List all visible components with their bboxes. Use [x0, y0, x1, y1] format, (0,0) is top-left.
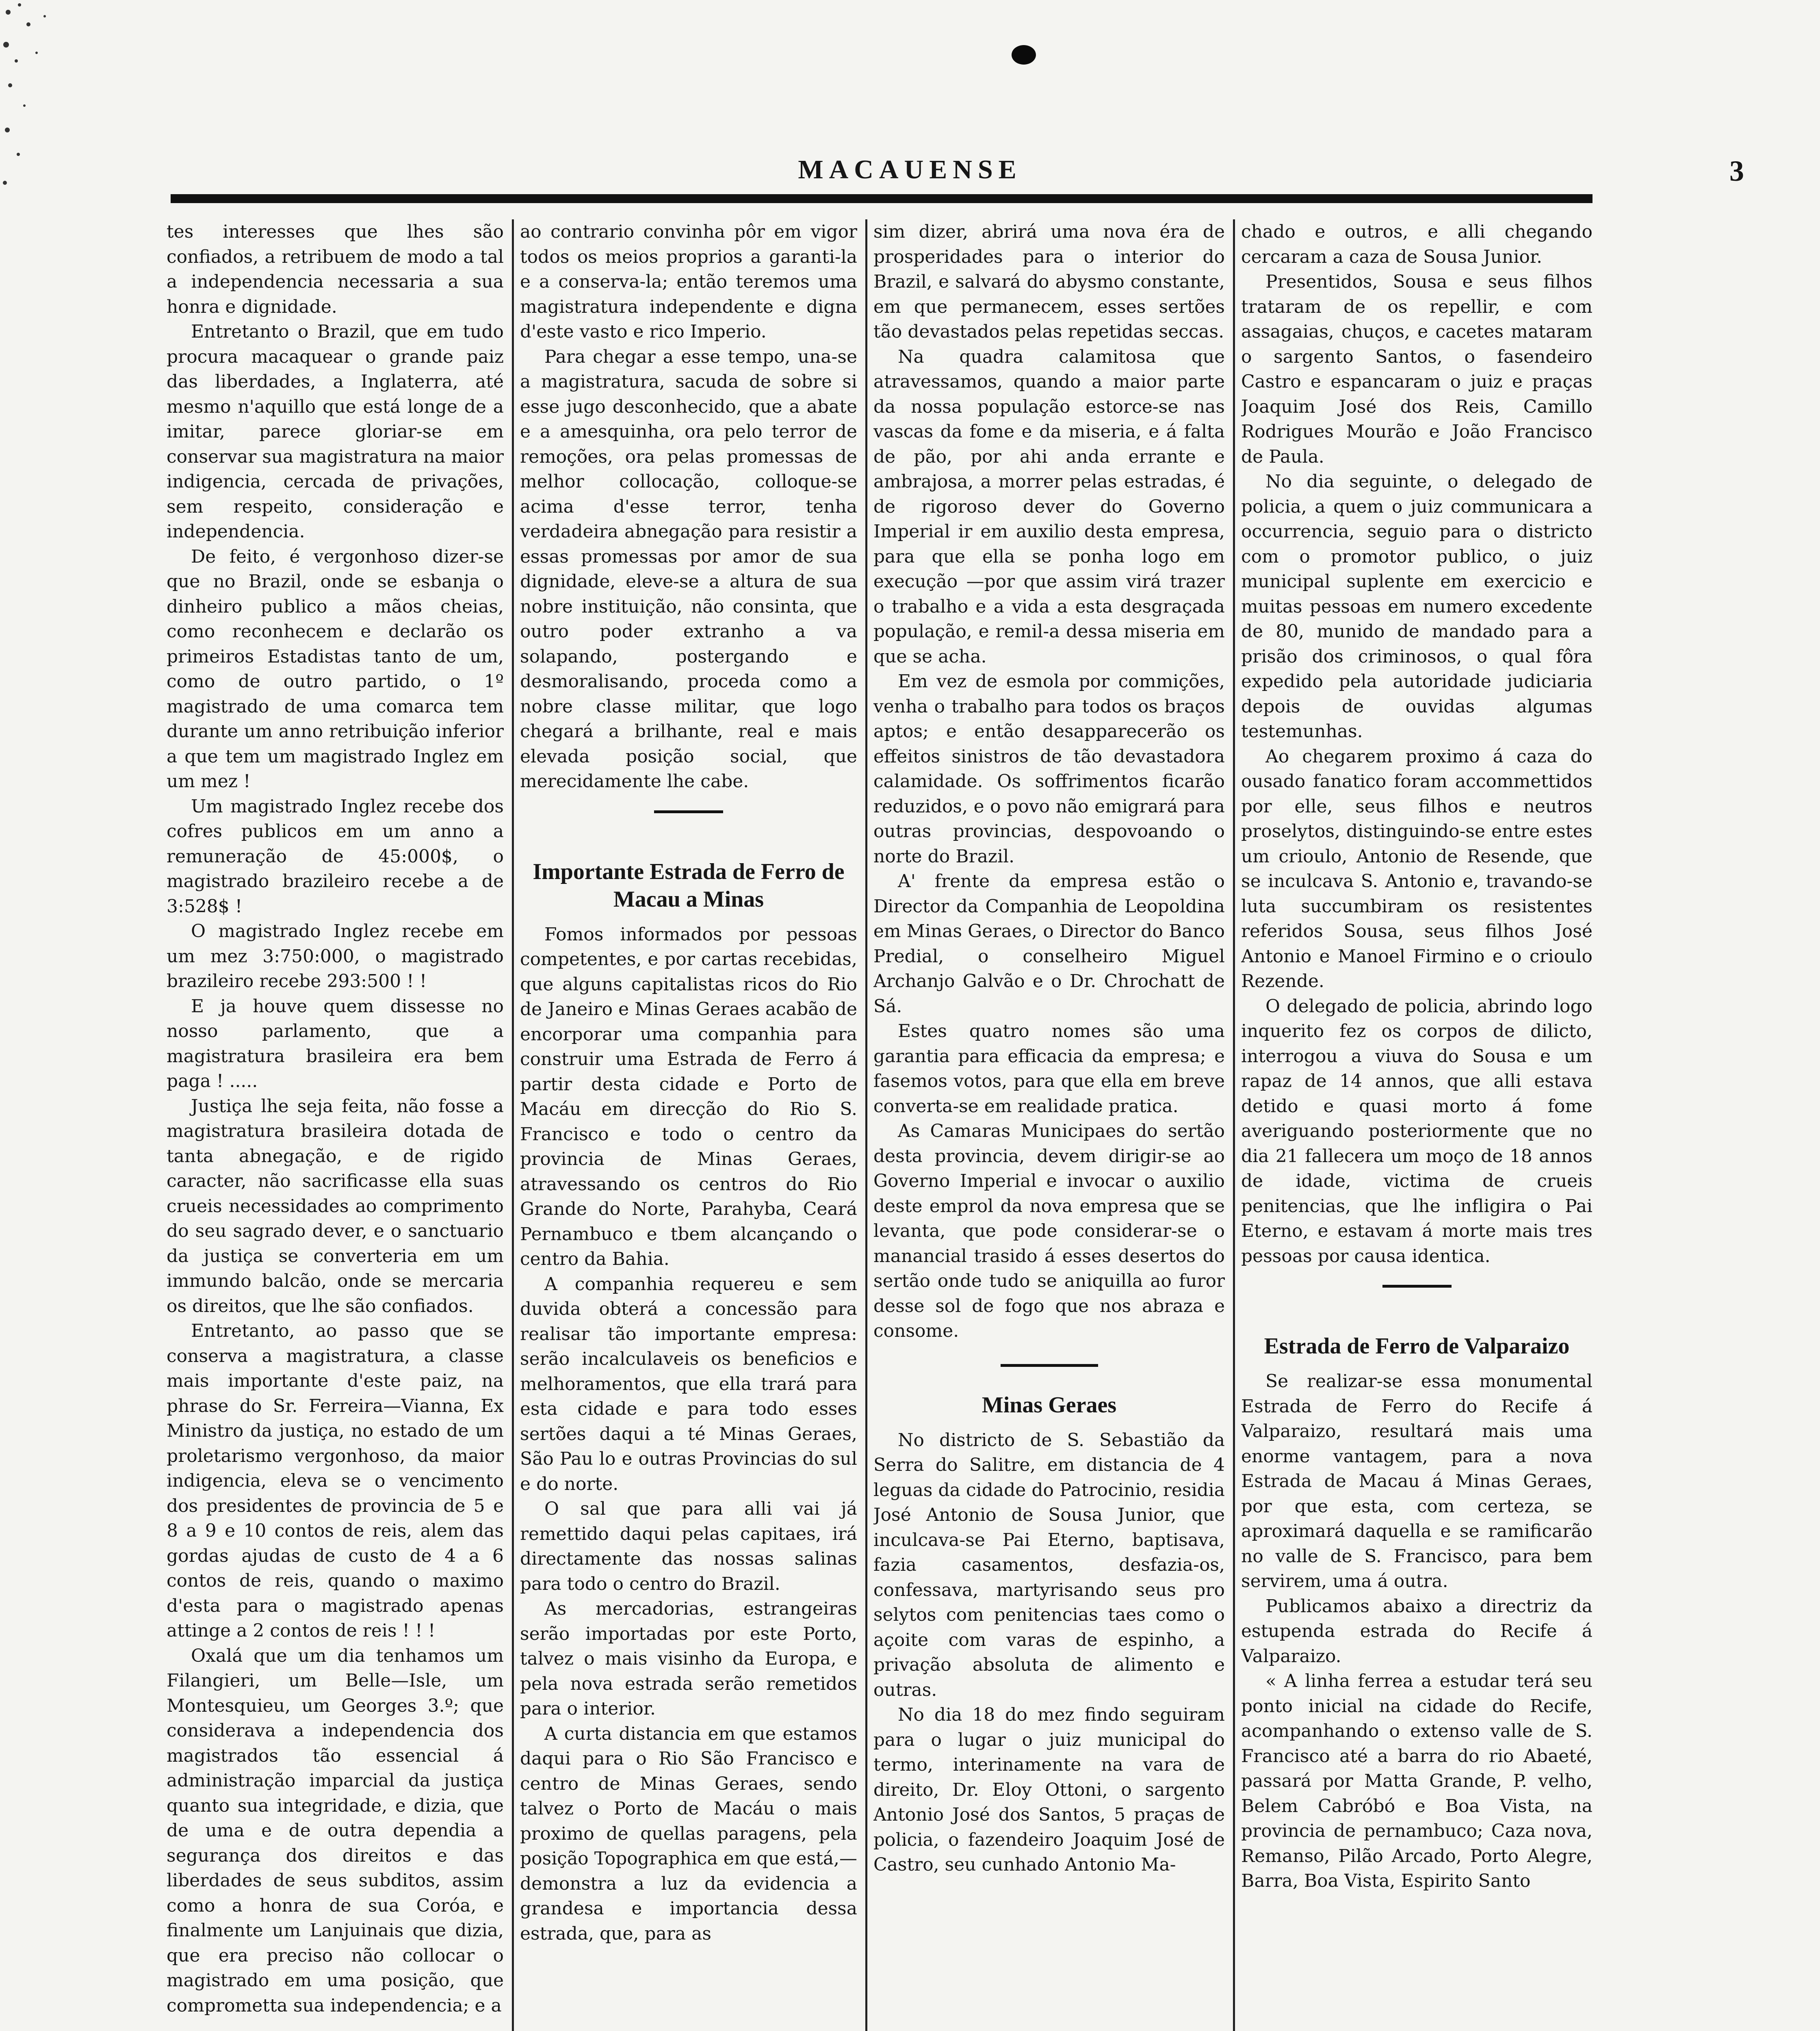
column-divider: [865, 219, 867, 2031]
newspaper-title: MACAUENSE: [798, 155, 1022, 184]
section-rule: [1001, 1364, 1098, 1367]
paragraph: Na quadra calamitosa que atravessamos, quando a maior parte da nossa população estorce-se nas vascas da fome e da miseria, e á falta de pão, por ahi anda errante e ambrajosa, a morrer pelas estradas, é de rigoroso dever do Governo Imperial ir em auxilio desta empresa, para que ella se ponha logo em execução —por que assim virá trazer o trabalho e a vida a esta desgraçada população, e remil-a dessa miseria em que se acha.: [873, 346, 1225, 667]
paragraph: Oxalá que um dia tenhamos um Filangieri, um Belle—Isle, um Montesquieu, um Georges 3.º; que considerava a independencia dos magistrados tão essencial á administração imparcial da justiça quanto sua integridade, e dizia, que de uma e de outra dependia a segurança dos direitos e das liberdades de seus subditos, assim como a honra de sua Coróa, e finalmente um Lanjuinais que dizia, que era preciso não collocar o magistrado em uma posição, que compromettа sua independencia; e a: [167, 1645, 504, 2016]
paragraph: O magistrado Inglez recebe em um mez 3:750:000, o magistrado brazileiro recebe 293:500 ! !: [167, 921, 504, 992]
paragraph: No dia seguinte, o delegado de policia, a quem o juiz communicara a occurrencia, seguio para o districto com o promotor publico, o juiz municipal suplente em exercicio e muitas pessoas em numero excedente de 80, munido de mandado para a prisão dos criminosos, o qual fôra expedido pela autoridade judiciaria depois de ouvidas algumas testemunhas.: [1241, 471, 1592, 742]
paragraph: Ao chegarem proximo á caza do ousado fanatico foram accommettidos por elle, seus filhos e neutros proselytos, distinguindo-se entre estes um crioulo, Antonio de Resende, que se inculcava S. Antonio e, travando-se luta succumbiram os resistentes referidos Sousa, seus filhos José Antonio e Manoel Firmino e o crioulo Rezende.: [1241, 746, 1592, 992]
column-3: [873, 219, 1225, 2031]
column-2: [520, 219, 857, 2031]
paragraph: Publicamos abaixo a directriz da estupenda estrada do Recife á Valparaizo.: [1241, 1596, 1592, 1667]
paragraph: O delegado de policia, abrindo logo inquerito fez os corpos de dilicto, interrogou a viuva do Sousa e um rapaz de 14 annos, que alli estava detido e quasi morto á fome averiguando posteriormente que no dia 21 fallecera um moço de 18 annos de idade, victima de crueis penitencias, que lhe infligira o Pai Eterno, e estavam á morte mais tres pessoas por causa identica.: [1241, 996, 1592, 1267]
paragraph: Fomos informados por pessoas competentes, e por cartas recebidas, que alguns capitalistas ricos do Rio de Janeiro e Minas Geraes acabão de encorporar uma companhia para construir uma Estrada de Ferro á partir desta cidade e Porto de Macáu em direcção do Rio S. Francisco e todo o centro da provincia de Minas Geraes, atravessando os centros do Rio Grande do Norte, Parahyba, Ceará Pernambuco e tbem alcançando o centro da Bahia.: [520, 924, 857, 1269]
paragraph: As Camaras Municipaes do sertão desta provincia, devem dirigir-se ao Governo Imperial e invocar o auxilio deste emprol da nova empresa que se levanta, que pode considerar-se o manancial trasido á esses desertos do sertão onde tudo se aniquilla ao furor desse sol de fogo que nos abraza e consome.: [873, 1121, 1225, 1341]
ink-blot: [1008, 41, 1040, 69]
paragraph: Entretanto o Brazil, que em tudo procura macaquear o grande paiz das liberdades, a Inglaterra, até mesmo n'aquillo que está longe de a imitar, parece gloriar-se em conservar sua magistratura na maior indigencia, cercada de privações, sem respeito, consideração e independencia.: [167, 321, 504, 542]
column-divider: [1233, 219, 1235, 2031]
article-heading: Estrada de Ferro de Valparaizo: [1264, 1334, 1570, 1359]
paragraph: De feito, é vergonhoso dizer-se que no Brazil, onde se esbanja o dinheiro publico a mãos cheias, como reconhecem e declarão os primeiros Estadistas tanto de um, como de outro partido, o 1º magistrado de uma comarca tem durante um anno retribuição inferior a que tem um magistrado Inglez em um mez !: [167, 546, 504, 792]
paragraph: A companhia requereu e sem duvida obterá a concessão para realisar tão importante empresa: serão incalculaveis os beneficios e melhoramentos, que ella trará para esta cidade e para todo esses sertões daqui a té Minas Geraes, São Pau lo e outras Provincias do sul e do norte.: [520, 1273, 857, 1494]
scan-noise-top-left: [0, 0, 89, 211]
paragraph: Estes quatro nomes são uma garantia para efficacia da empresa; e fasemos votos, para que ella em breve converta-se em realidade pratica.: [873, 1021, 1225, 1117]
paragraph: E ja houve quem dissesse no nosso parlamento, que a magistratura brasileira era bem paga ! .....: [167, 996, 504, 1091]
paragraph: « A linha ferrea a estudar terá seu ponto inicial na cidade do Recife, acompanhando o extenso valle de S. Francisco até a barra do rio Abaeté, passará por Matta Grande, P. velho, Belem Cabróbó e Boa Vista, na provincia de pernambuco; Caza nova, Remanso, Pilão Arcado, Porto Alegre, Barra, Boa Vista, Espirito Santo: [1241, 1671, 1592, 1891]
paragraph: O sal que para alli vai já remettido daqui pelas capitaes, irá directamente das nossas salinas para todo o centro do Brazil.: [520, 1498, 857, 1594]
article-heading: Importante Estrada de Ferro de Macau a Minas: [533, 859, 845, 912]
paragraph: No dia 18 do mez findo seguiram para o lugar o juiz municipal do termo, interinamente na vara de direito, Dr. Eloy Ottoni, o sargento Antonio José dos Santos, 5 praças de policia, o fazendeiro Joaquim José de Castro, seu cunhado Antonio Ma-: [873, 1704, 1225, 1875]
paragraph: ao contrario convinha pôr em vigor todos os meios proprios a garanti-la e a conserva-la; então teremos uma magistratura independente e digna d'este vasto e rico Imperio.: [520, 221, 857, 342]
paragraph: Justiça lhe seja feita, não fosse a magistratura brasileira dotada de tanta abnegação, e de rigido caracter, não sacrificasse ella suas crueis necessidades ao comprimento do seu sagrado dever, e o sanctuario da justiça se converteria em um immundo balcão, onde se mercaria os direitos, que lhe são confiados.: [167, 1096, 504, 1316]
paragraph: Presentidos, Sousa e seus filhos trataram de os repellir, e com assagaias, chuços, e cacetes mataram o sargento Santos, o fasendeiro Castro e espancaram o juiz e praças Joaquim José dos Reis, Camillo Rodrigues Mourão e João Francisco de Paula.: [1241, 271, 1592, 467]
paragraph: No districto de S. Sebastião da Serra do Salitre, em distancia de 4 leguas da cidade do Patrocinio, residia José Antonio de Sousa Junior, que inculcava-se Pai Eterno, baptisava, fazia casamentos, desfazia-os, confessava, martyrisando seus pro selytos com penitencias taes como o açoite com varas de espinho, a privação absoluta de alimento e outras.: [873, 1429, 1225, 1700]
paragraph: chado e outros, e alli chegando cercaram a caza de Sousa Junior.: [1241, 221, 1592, 267]
column-divider: [512, 219, 514, 2031]
paragraph: Em vez de esmola por commições, venha o trabalho para todos os braços aptos; e então desapparecerão os effeitos sinistros de tão devastadora calamidade. Os soffrimentos ficarão reduzidos, e o povo não emigrará para outras provincias, despovoando o norte do Brazil.: [873, 671, 1225, 867]
section-rule: [654, 810, 723, 813]
column-1: [167, 219, 504, 2031]
column-4: [1241, 219, 1592, 2031]
section-rule: [1382, 1285, 1452, 1288]
paragraph: sim dizer, abrirá uma nova éra de prosperidades para o interior do Brazil, e salvará do abysmo constante, em que permanecem, esses sertões tão devastados pelas repetidas seccas.: [873, 221, 1225, 342]
paragraph: Entretanto, ao passo que se conserva a magistratura, a classe mais importante d'este paiz, na phrase do Sr. Ferreira—Vianna, Ex Ministro da justiça, no estado de um proletarismo vergonhoso, da maior indigencia, eleva se o vencimento dos presidentes de provincia de 5 e 8 a 9 e 10 contos de reis, alem das gordas ajudas de custo de 4 a 6 contos de reis, quando o maximo d'esta para o magistrado apenas attinge a 2 contos de reis ! ! !: [167, 1321, 504, 1641]
article-heading: Minas Geraes: [982, 1392, 1117, 1418]
paragraph: Para chegar a esse tempo, una-se a magistratura, sacuda de sobre si esse jugo desconhecido, que a abate e a amesquinha, ora pelo terror de remoções, ora pelas promessas de melhor collocação, colloque-se acima d'esse terror, tenha verdadeira abnegação para resistir a essas promessas por amor de sua dignidade, eleve-se a altura de sua nobre instituição, não consinta, que outro poder extranho a va solapando, postergando e desmoralisando, proceda como a nobre classe militar, que logo chegará a brilhante, real e mais elevada posição social, que merecidamente lhe cabe.: [520, 346, 857, 792]
header-rule: [171, 194, 1592, 203]
paragraph: As mercadorias, estrangeiras serão importadas por este Porto, talvez o mais visinho da Europa, e pela nova estrada serão remetidos para o interior.: [520, 1598, 857, 1719]
paragraph: A curta distancia em que estamos daqui para o Rio São Francisco e centro de Minas Geraes, sendo talvez o Porto de Macáu o mais proximo de quellas paragens, pela posição Topographica em que está,— demonstra a luz da evidencia a grandesa e importancia dessa estrada, que, para as: [520, 1723, 857, 1944]
paragraph: Um magistrado Inglez recebe dos cofres publicos em um anno a remuneração de 45:000$, o magistrado brazileiro recebe a de 3:528$ !: [167, 796, 504, 917]
paragraph: A' frente da empresa estão o Director da Companhia de Leopoldina em Minas Geraes, o Director do Banco Predial, o conselheiro Miguel Archanjo Galvão e o Dr. Chrochatt de Sá.: [873, 871, 1225, 1017]
paragraph: Se realizar-se essa monumental Estrada de Ferro do Recife á Valparaizo, resultará mais uma enorme vantagem, para a nova Estrada de Macau á Minas Geraes, por que esta, com certeza, se aproximará daquella e se ramificarão no valle de S. Francisco, para bem servirem, uma á outra.: [1241, 1371, 1592, 1591]
paragraph: tes interesses que lhes são confiados, a retribuem de modo a tal a independencia necessaria a sua honra e dignidade.: [167, 221, 504, 317]
page-number: 3: [1729, 155, 1744, 187]
